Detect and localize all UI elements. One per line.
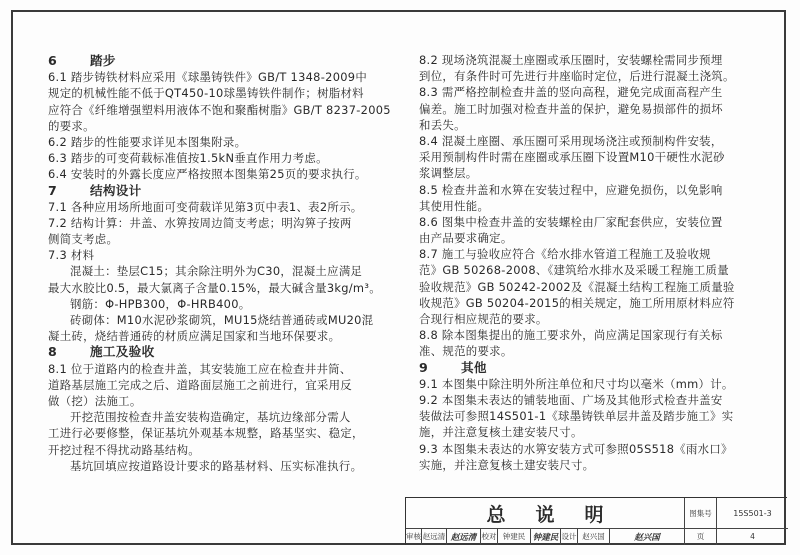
- text-line: 6.3 踏步的可变荷载标准值按1.5kN垂直作用力考虑。: [48, 151, 328, 166]
- text-line: 规定的机械性能不低于QT450-10球墨铸铁件制作；树脂材料: [48, 86, 364, 101]
- text-line: 合现行相应规范的要求。: [419, 312, 548, 326]
- atlas-no-label: 图集号: [685, 498, 717, 528]
- reviewer-name: 赵远清: [422, 528, 447, 545]
- text-line: 8.3 需严格控制检查井盖的竖向高程，避免完成面高程产生: [419, 85, 723, 100]
- section-number: 6: [48, 53, 58, 68]
- text-line: 6.4 安装时的外露长度应严格按照本图集第25页的要求执行。: [48, 167, 367, 182]
- section-title: 施工及验收: [90, 344, 155, 360]
- text-line: 7.3 材料: [48, 248, 95, 263]
- text-line: 偏差。施工时加强对检查井盖的保护，避免易损部件的损坏: [419, 101, 723, 116]
- checker-signature: 钟建民: [531, 528, 561, 545]
- text-line: 采用预制构件时需在座圈或承压圈下设置M10干硬性水泥砂: [419, 150, 725, 165]
- text-line: 和丢失。: [419, 117, 466, 132]
- text-line: 9.2 本图集未表达的铺装地面、广场及其他形式检查井盖安: [419, 392, 723, 407]
- text-line: 由产品要求确定。: [419, 231, 513, 246]
- designer-signature: 赵兴国: [610, 528, 685, 545]
- section-heading: [48, 53, 398, 69]
- text-line: 开挖范围按检查井盖安装构造确定，基坑边缘部分需人: [70, 410, 351, 425]
- text-line: 8.5 检查井盖和水箅在安装过程中，应避免损伤，以免影响: [419, 182, 723, 197]
- check-label: 校对: [481, 528, 498, 545]
- section-number: 9: [419, 359, 429, 375]
- atlas-no-value: 15S501-3: [733, 508, 772, 518]
- left-column: [48, 53, 398, 474]
- text-line: 道路基层施工完成之后、道路面层施工之前进行，宜采用反: [48, 377, 352, 392]
- text-line: 施，并注意复核土建安装尺寸。: [419, 425, 583, 440]
- text-line: 的要求。: [48, 118, 95, 133]
- text-line: 7.1 各种应用场所地面可变荷载详见第3页中表1、表2所示。: [48, 199, 363, 214]
- section-title: 其他: [461, 359, 487, 375]
- review-label: 审核: [406, 528, 422, 545]
- page-label: 页: [685, 528, 717, 545]
- text-line: 实施，并注意复核土建安装尺寸。: [419, 457, 595, 472]
- text-line: 验收规范》GB 50242-2002及《混凝土结构工程施工质量验: [419, 279, 735, 294]
- right-column: [419, 52, 769, 473]
- text-line: 开挖过程不得扰动路基结构。: [48, 442, 200, 457]
- text-line: 钢筋：Φ-HPB300，Φ-HRB400。: [70, 296, 251, 311]
- text-line: 砖砌体：M10水泥砂浆砌筑，MU15烧结普通砖或MU20混: [70, 313, 374, 327]
- text-line: 8.1 位于道路内的检查井盖，其安装施工应在检查井井筒、: [48, 361, 352, 376]
- design-label: 设计: [561, 528, 578, 545]
- text-line: 6.1 踏步铸铁材料应采用《球墨铸铁件》GB/T 1348-2009中: [48, 70, 368, 85]
- text-line: 9.1 本图集中除注明外所注单位和尺寸均以毫米（mm）计。: [419, 376, 734, 391]
- page-number: 4: [750, 532, 755, 541]
- text-line: 准、规范的要求。: [419, 344, 513, 359]
- reviewer-signature: 赵远清: [447, 528, 481, 545]
- title-block: [405, 497, 787, 545]
- section-heading: [419, 360, 769, 376]
- text-line: 浆调整层。: [419, 166, 478, 181]
- section-heading: [48, 183, 398, 199]
- text-line: 收规范》GB 50204-2015的相关规定，施工所用原材料应符: [419, 295, 735, 310]
- text-line: 装做法可参照14S501-1《球墨铸铁单层井盖及踏步施工》实: [419, 409, 734, 424]
- drawing-title: 总说明: [406, 498, 685, 528]
- text-line: 8.2 现场浇筑混凝土座圈或承压圈时，安装螺栓需同步预埋: [419, 53, 723, 67]
- text-line: 8.6 图集中检查井盖的安装螺栓由厂家配套供应，安装位置: [419, 214, 723, 229]
- text-line: 做（挖）法施工。: [48, 393, 142, 408]
- designer-name: 赵兴国: [578, 528, 610, 545]
- section-number: 7: [48, 182, 58, 198]
- text-line: 到位，有条件时可先进行井座临时定位，后进行混凝土浇筑。: [419, 69, 735, 84]
- text-line: 8.4 混凝土座圈、承压圈可采用现场浇注或预制构件安装，: [419, 133, 723, 148]
- text-line: 混凝土：垫层C15；其余除注明外为C30，混凝土应满足: [70, 264, 363, 279]
- text-line: 侧简支考虑。: [48, 232, 119, 247]
- text-line: 8.8 除本图集提出的施工要求外，尚应满足国家现行有关标: [419, 328, 723, 343]
- text-line: 6.2 踏步的性能要求详见本图集附录。: [48, 134, 247, 149]
- text-line: 凝土砖，烧结普通砖的材质应满足国家和当地环保要求。: [48, 329, 341, 344]
- text-line: 范》GB 50268-2008、《建筑给水排水及采暖工程施工质量: [419, 263, 729, 278]
- text-line: 其使用性能。: [419, 198, 490, 213]
- text-line: 8.7 施工与验收应符合《给水排水管道工程施工及验收规: [419, 247, 711, 262]
- section-heading: [48, 344, 398, 360]
- checker-name: 钟建民: [498, 528, 531, 545]
- section-title: 踏步: [90, 53, 116, 68]
- text-line: 9.3 本图集未表达的水箅安装方式可参照05S518《雨水口》: [419, 441, 733, 456]
- text-line: 工进行必要修整，保证基坑外观基本规整，路基坚实、稳定，: [48, 426, 364, 441]
- text-line: 最大水胶比0.5，最大氯离子含量0.15%，最大碱含量3kg/m³。: [48, 280, 381, 295]
- text-line: 应符合《纤维增强塑料用液体不饱和聚酯树脂》GB/T 8237-2005: [48, 102, 391, 117]
- text-line: 基坑回填应按道路设计要求的路基材料、压实标准执行。: [70, 458, 363, 473]
- section-number: 8: [48, 344, 58, 360]
- text-line: 7.2 结构计算：井盖、水箅按周边简支考虑；明沟箅子按两: [48, 215, 352, 230]
- section-title: 结构设计: [90, 182, 142, 198]
